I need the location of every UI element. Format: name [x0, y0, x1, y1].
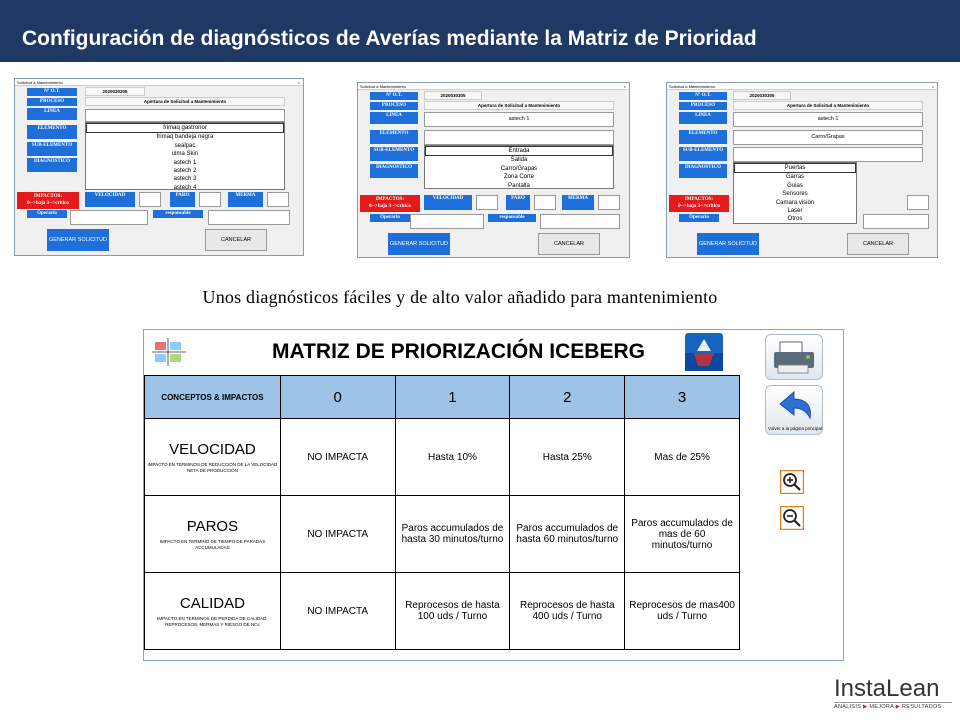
linea-label: LINEA	[370, 112, 418, 124]
operario-label: Operario	[27, 210, 67, 218]
generar-solicitud-button[interactable]: GENERAR SOLICITUD	[47, 229, 109, 251]
subelemento-label: SUB-ELEMENTO	[27, 142, 77, 156]
ot-label: Nº O.T.	[370, 92, 418, 100]
form-thumbnail-2	[357, 82, 630, 258]
proceso-label: PROCESO	[679, 102, 727, 110]
impactos-label: IMPACTOS: 0-->baja 3-->critico	[669, 195, 729, 212]
list-item[interactable]: ulma Skin	[171, 151, 199, 158]
operario-combo[interactable]	[70, 210, 148, 225]
linea-dropdown-list[interactable]	[85, 122, 285, 190]
matrix-header-concepts: CONCEPTOS & IMPACTOS	[145, 376, 281, 419]
impactos-label: IMPACTOS: 0-->baja 3-->critico	[17, 192, 79, 209]
list-item[interactable]: astech 2	[173, 168, 197, 175]
list-item[interactable]: Otros	[787, 216, 803, 223]
matrix-header-level-2: 2	[510, 376, 625, 419]
list-item[interactable]: frimaq gastronor	[86, 123, 284, 133]
matrix-cell: NO IMPACTA	[280, 419, 395, 496]
list-item[interactable]: Entrada	[425, 146, 613, 156]
zoom-in-icon[interactable]	[780, 470, 804, 494]
matrix-cell: Reprocesos de hasta 400 uds / Turno	[510, 573, 625, 650]
responsable-combo[interactable]	[863, 214, 929, 229]
matrix-cell: Hasta 10%	[395, 419, 510, 496]
cancelar-button[interactable]: CANCELAR	[538, 233, 600, 255]
responsable-label: responsable	[488, 214, 536, 222]
matrix-cell: Mas de 25%	[625, 419, 740, 496]
responsable-combo[interactable]	[540, 214, 620, 229]
priority-matrix-panel	[143, 329, 844, 661]
list-item[interactable]: astech 1	[173, 159, 197, 166]
operario-label: Operario	[370, 214, 410, 222]
diagnostico-label: DIAGNOSTICO	[27, 158, 77, 172]
list-item[interactable]: Camara visión	[775, 199, 815, 206]
matrix-cell: Reprocesos de hasta 100 uds / Turno	[395, 573, 510, 650]
window-titlebar: Solicitud a Mantenimiento ×	[15, 79, 303, 86]
proceso-field: Apertura de Solicitud a Mantenimiento	[733, 101, 923, 110]
list-item[interactable]: Sensores	[782, 191, 808, 198]
form-thumbnail-1	[14, 78, 304, 256]
table-row	[145, 573, 740, 650]
zoom-out-icon[interactable]	[780, 506, 804, 530]
matrix-title: MATRIZ DE PRIORIZACIÓN ICEBERG	[272, 340, 645, 363]
proceso-label: PROCESO	[27, 98, 77, 106]
elemento-label: ELEMENTO	[679, 130, 727, 144]
priority-matrix-table	[144, 375, 740, 650]
generar-solicitud-button[interactable]: GENERAR SOLICITUD	[697, 233, 759, 255]
responsable-combo[interactable]	[208, 210, 290, 225]
close-icon[interactable]: ×	[297, 80, 300, 85]
print-button[interactable]	[765, 334, 823, 380]
ot-field[interactable]: 2020030305	[85, 87, 145, 96]
matrix-cell: Hasta 25%	[510, 419, 625, 496]
merma-label: MERMA	[228, 192, 263, 207]
matrix-cell: Reprocesos de mas400 uds / Turno	[625, 573, 740, 650]
velocidad-combo[interactable]	[139, 192, 161, 207]
elemento-combo[interactable]	[424, 130, 614, 145]
impactos-label: IMPACTOS: 0-->baja 3-->critico	[360, 195, 420, 212]
back-button-label: Volver a la página principal	[768, 426, 822, 431]
list-item[interactable]: Zona Corte	[503, 174, 534, 181]
instalean-logo	[834, 676, 952, 712]
matrix-cell: NO IMPACTA	[280, 573, 395, 650]
merma-combo[interactable]	[907, 195, 929, 210]
list-item[interactable]: Puertas	[734, 163, 856, 173]
table-row	[145, 496, 740, 573]
window-titlebar: Solicitud a Mantenimiento ×	[667, 83, 937, 90]
iceberg-icon	[685, 333, 723, 371]
cancelar-button[interactable]: CANCELAR	[847, 233, 909, 255]
form-thumbnail-3	[666, 82, 938, 258]
list-item[interactable]: astech 3	[173, 176, 197, 183]
list-item[interactable]: Pantalla	[508, 182, 530, 189]
list-item[interactable]: Salida	[510, 157, 528, 164]
proceso-label: PROCESO	[370, 102, 418, 110]
slide-title: Configuración de diagnósticos de Averías mediante la Matriz de Prioridad	[0, 0, 960, 62]
paro-label: PARO	[170, 192, 195, 207]
operario-combo[interactable]	[410, 214, 484, 229]
concept-cell-paros: PAROS IMPACTO EN TERMINO DE TIEMPO DE PARADAS ACCUMULADAS	[145, 496, 281, 573]
window-titlebar: Solicitud a Mantenimiento ×	[358, 83, 629, 90]
linea-combo[interactable]: astech 1	[424, 112, 614, 127]
list-item[interactable]: frimaq bandeja negra	[156, 134, 214, 141]
logo-wordmark: InstaLean	[834, 675, 940, 702]
list-item[interactable]: Garras	[785, 174, 805, 181]
merma-combo[interactable]	[598, 195, 620, 210]
subelemento-combo[interactable]	[733, 147, 923, 162]
linea-label: LINEA	[679, 112, 727, 124]
diagnostico-label: DIAGNOSTICO	[679, 164, 727, 178]
proceso-field: Apertura de Solicitud a Mantenimiento	[85, 97, 285, 106]
merma-label: MERMA	[562, 195, 594, 210]
elemento-label: ELEMENTO	[370, 130, 418, 144]
linea-combo[interactable]: astech 1	[733, 112, 923, 127]
concept-cell-calidad: CALIDAD IMPACTO EN TERMINOS DE PERDIDA DE CALIDAD, REPROCESOS, MERMAS Y RIESGO DE NCs	[145, 573, 281, 650]
matrix-header-level-3: 3	[625, 376, 740, 419]
matrix-header-level-0: 0	[280, 376, 395, 419]
matrix-header-level-1: 1	[395, 376, 510, 419]
diagnostico-label: DIAGNOSTICO	[370, 164, 418, 178]
ot-label: Nº O.T.	[679, 92, 727, 100]
ot-label: Nº O.T.	[27, 88, 77, 96]
back-arrow-icon	[766, 386, 824, 426]
matrix-cell: Paros accumulados de hasta 30 minutos/turno	[395, 496, 510, 573]
close-icon[interactable]: ×	[623, 84, 626, 89]
subelemento-label: SUB-ELEMENTO	[370, 147, 418, 161]
back-button[interactable]	[765, 385, 823, 435]
ot-field[interactable]: 2020030305	[424, 91, 482, 100]
generar-solicitud-button[interactable]: GENERAR SOLICITUD	[388, 233, 450, 255]
matrix-cell: Paros accumulados de mas de 60 minutos/turno	[625, 496, 740, 573]
grid-icon[interactable]	[152, 338, 188, 368]
close-icon[interactable]: ×	[931, 84, 934, 89]
list-item[interactable]: sealpac	[174, 142, 196, 149]
cancelar-button[interactable]: CANCELAR	[205, 229, 267, 251]
list-item[interactable]: Carro/Grapas	[500, 165, 538, 172]
list-item[interactable]: Guias	[787, 182, 803, 189]
elemento-combo[interactable]: Carro/Grapas	[733, 130, 923, 145]
linea-label: LINEA	[27, 108, 77, 120]
matrix-cell: NO IMPACTA	[280, 496, 395, 573]
merma-combo[interactable]	[267, 192, 289, 207]
table-row	[145, 419, 740, 496]
paro-combo[interactable]	[199, 192, 221, 207]
proceso-field: Apertura de Solicitud a Mantenimiento	[424, 101, 614, 110]
operario-label: Operario	[679, 214, 719, 222]
subelemento-label: SUB-ELEMENTO	[679, 147, 727, 161]
velocidad-label: VELOCIDAD	[85, 192, 135, 207]
printer-icon	[766, 335, 824, 381]
logo-tagline: ANÁLISIS ▶ MEJORA ▶ RESULTADOS	[834, 702, 952, 710]
matrix-cell: Paros accumulados de hasta 60 minutos/turno	[510, 496, 625, 573]
ot-field[interactable]: 2020030305	[733, 91, 791, 100]
elemento-label: ELEMENTO	[27, 125, 77, 139]
linea-combo[interactable]	[85, 109, 285, 122]
velocidad-combo[interactable]	[476, 195, 498, 210]
concept-cell-velocidad: VELOCIDAD IMPACTO EN TERMINOS DE REDUCCIÓN DE LA VELOCIDAD NETA DE PRODUCCIÓN	[145, 419, 281, 496]
caption-text: Unos diagnósticos fáciles y de alto valor añadido para mantenimiento	[202, 287, 718, 307]
velocidad-label: VELOCIDAD	[424, 195, 472, 210]
responsable-label: responsable	[153, 210, 203, 218]
diagnostico-dropdown-list[interactable]	[424, 145, 614, 189]
paro-label: PARO	[506, 195, 530, 210]
paro-combo[interactable]	[534, 195, 556, 210]
list-item[interactable]: Laser	[787, 208, 803, 215]
list-item[interactable]: astech 4	[173, 184, 197, 191]
subelemento-dropdown-list[interactable]	[733, 162, 857, 224]
